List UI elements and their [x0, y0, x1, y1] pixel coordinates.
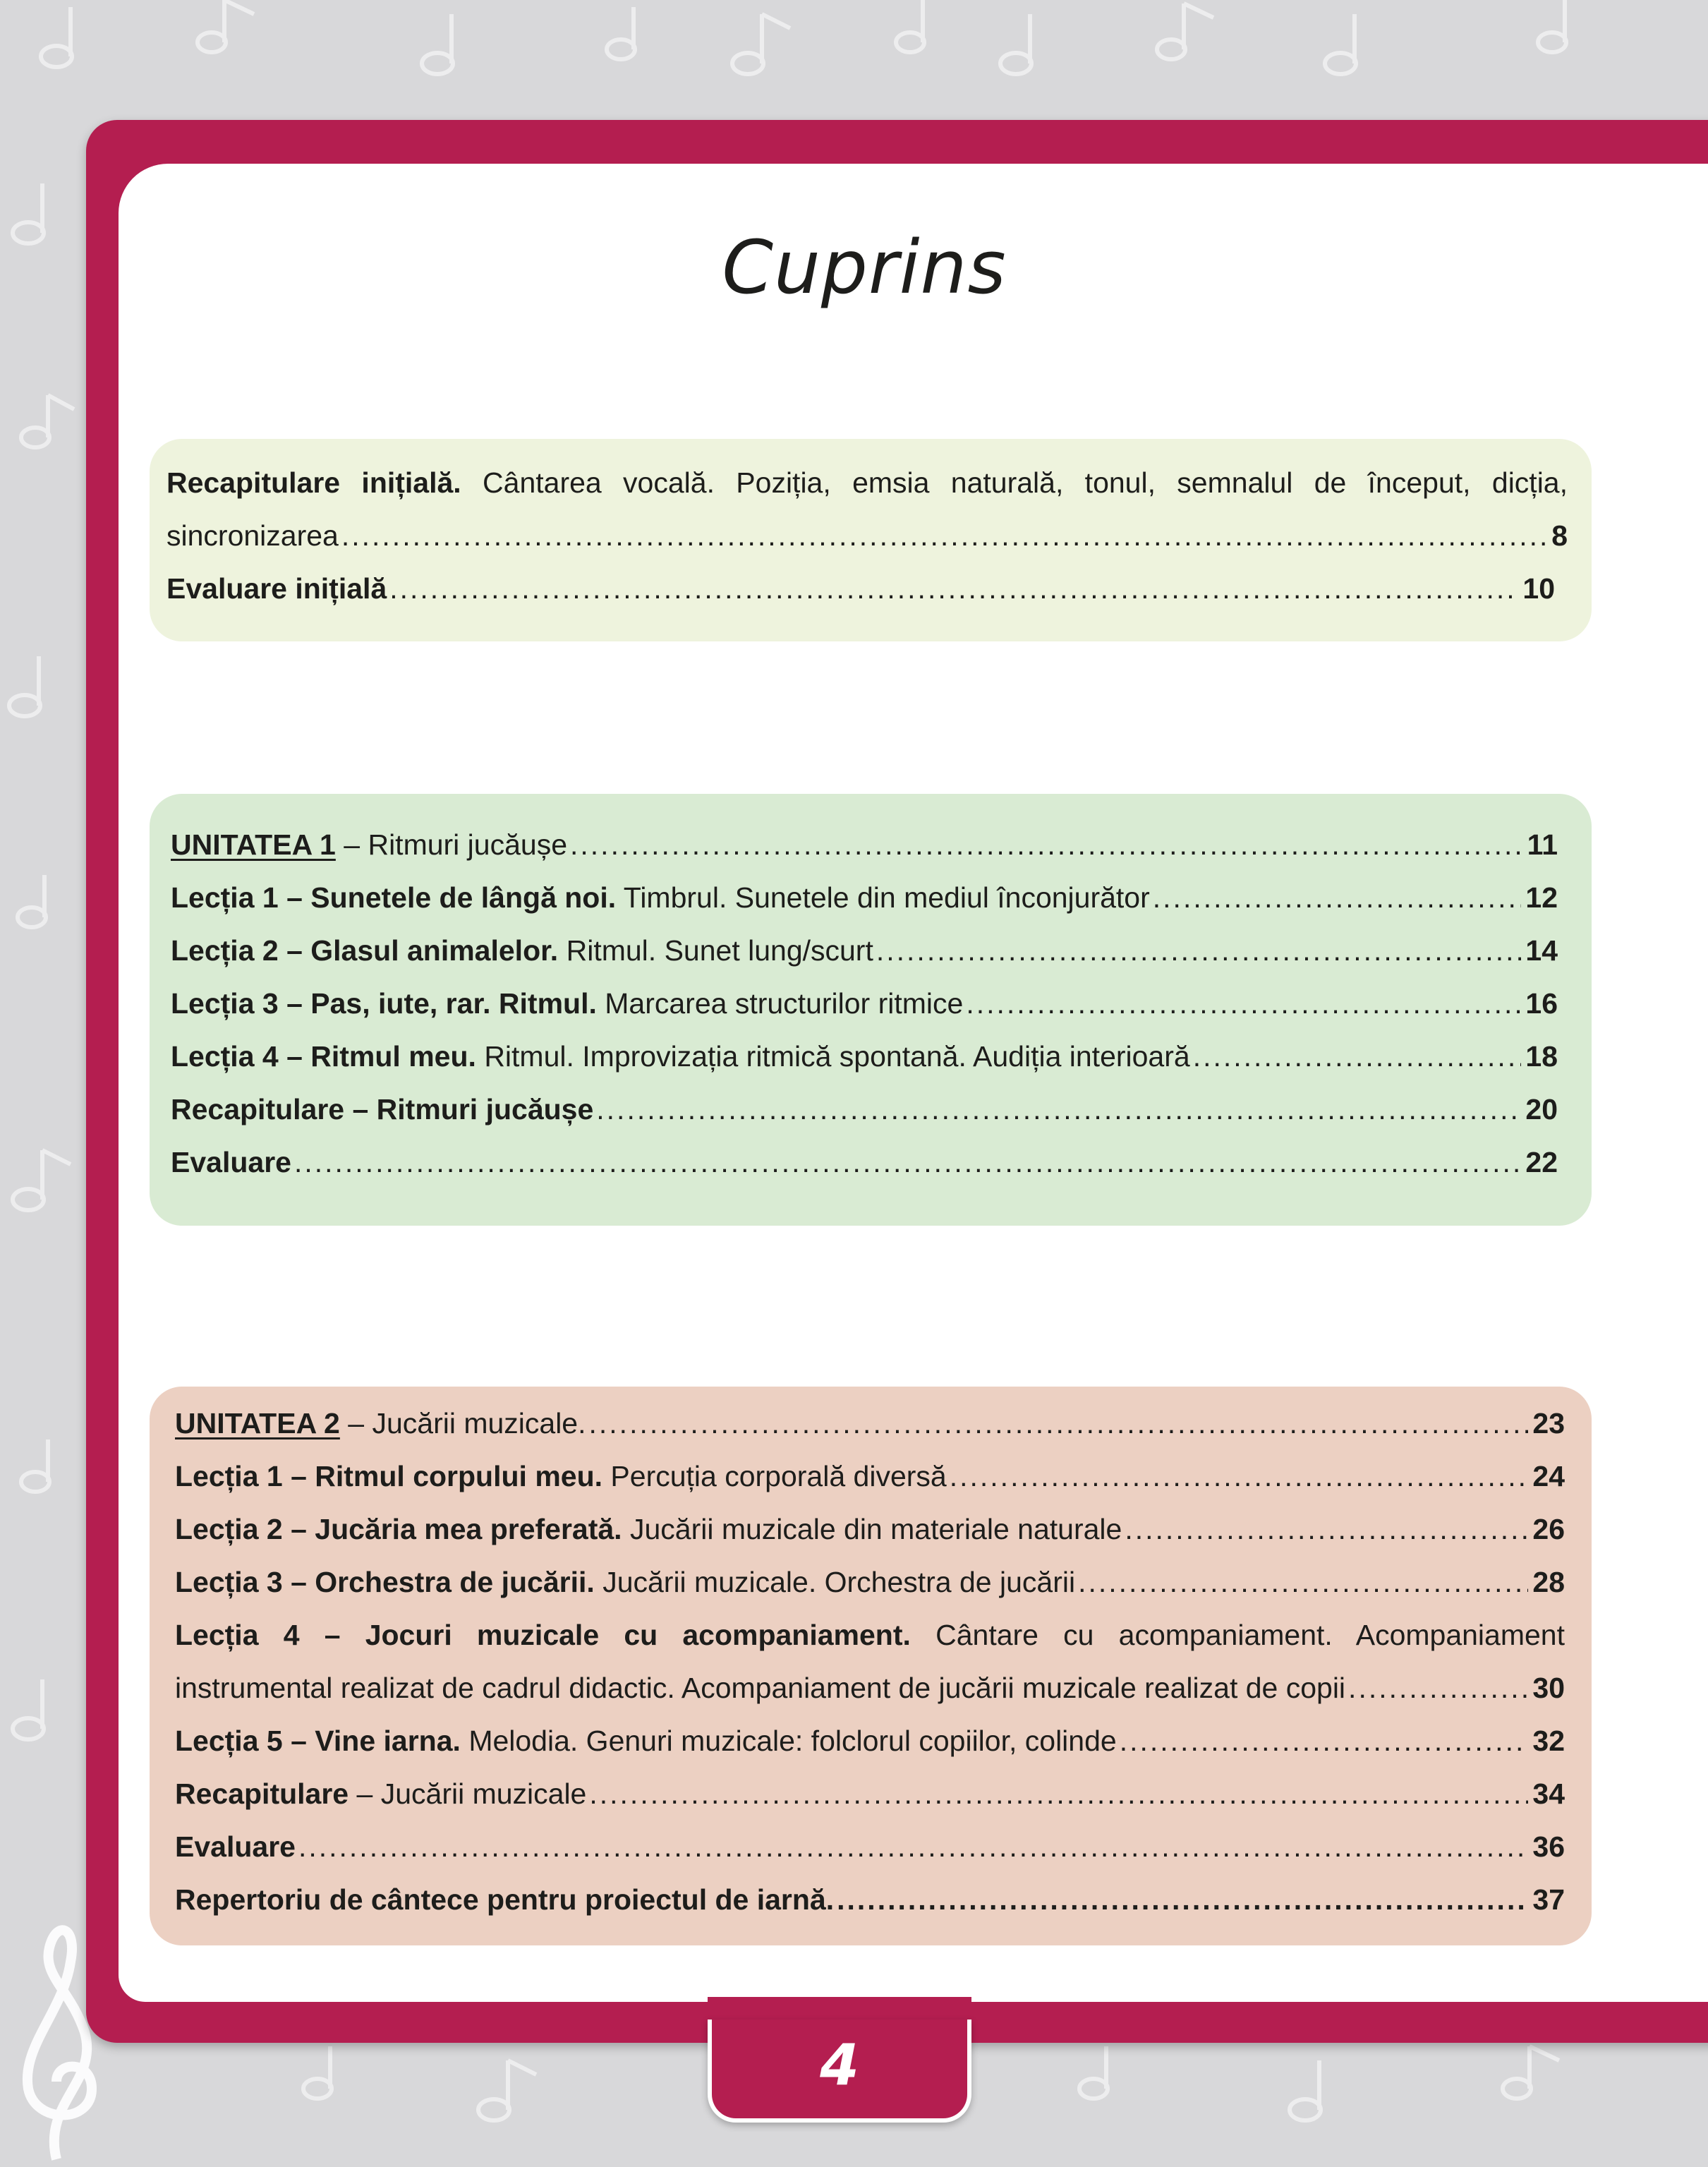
toc-entry-lesson4[interactable]: Lecția 4 – Jocuri muzicale cu acompaniament. Cântare cu acompaniament. Acompaniament: [175, 1619, 1565, 1651]
dot-leader: [966, 977, 1521, 1030]
page-number: 37: [1532, 1883, 1565, 1916]
toc-entry-text: sincronizarea: [166, 519, 339, 552]
music-note-icon: [9, 656, 40, 716]
page-number: 26: [1532, 1513, 1565, 1545]
dot-leader: [837, 1873, 1528, 1926]
page-number: 8: [1551, 519, 1568, 552]
music-note-icon: [607, 7, 635, 59]
page-number: 11: [1527, 828, 1558, 861]
page-number: 36: [1532, 1830, 1565, 1863]
toc-entry-line: [166, 509, 1568, 562]
page-number-label: 4: [820, 2032, 859, 2098]
toc-entry-evaluation[interactable]: Evaluare ..... 36: [175, 1821, 1565, 1873]
page-title: Cuprins: [722, 224, 1007, 310]
dot-leader: [1193, 1030, 1522, 1083]
music-note-icon: [478, 2060, 536, 2120]
page-number: 14: [1525, 934, 1558, 967]
toc-entry-review[interactable]: Recapitulare – Ritmuri jucăușe ..... 20: [171, 1083, 1558, 1136]
toc-entry-initial-evaluation[interactable]: [166, 562, 1555, 615]
toc-entry-line: Recapitulare inițială. Cântarea vocală. Poziția, emsia naturală, tonul, semnalul de început, dicția,: [166, 466, 1568, 499]
dot-leader: [1348, 1662, 1528, 1715]
music-note-icon: [1503, 2046, 1559, 2099]
treble-clef-icon: [28, 1930, 92, 2159]
music-note-icon: [13, 1150, 71, 1210]
music-note-icon: [1538, 0, 1566, 52]
page-number: 34: [1532, 1777, 1565, 1810]
page-number: 24: [1532, 1460, 1565, 1492]
music-note-icon: [896, 0, 924, 52]
dot-leader: [294, 1136, 1521, 1189]
dot-leader: [589, 1768, 1528, 1821]
dot-leader: [298, 1821, 1528, 1873]
page-number: 16: [1525, 987, 1558, 1020]
toc-entry-lesson1[interactable]: Lecția 1 – Ritmul corpului meu. Percuția corporală diversă ..... 24: [175, 1450, 1565, 1503]
music-note-icon: [21, 1439, 49, 1492]
music-note-icon: [1157, 4, 1213, 59]
dot-leader: [341, 509, 1547, 562]
page-number: 22: [1525, 1146, 1558, 1178]
toc-entry-lesson3[interactable]: Lecția 3 – Pas, iute, rar. Ritmul. Marcarea structurilor ritmice ..... 16: [171, 977, 1558, 1030]
unit2-heading[interactable]: UNITATEA 2 – Jucării muzicale. ..... 23: [175, 1397, 1565, 1450]
toc-entry-lesson4-cont[interactable]: instrumental realizat de cadrul didactic. Acompaniament de jucării muzicale realizat de copii ..... 30: [175, 1662, 1565, 1715]
dot-leader: [1120, 1715, 1529, 1768]
music-note-icon: [13, 1679, 44, 1739]
music-note-icon: [422, 14, 453, 74]
dot-leader: [1078, 1556, 1528, 1609]
toc-entry-lesson3[interactable]: Lecția 3 – Orchestra de jucării. Jucării muzicale. Orchestra de jucării ..... 28: [175, 1556, 1565, 1609]
music-note-icon: [303, 2046, 332, 2099]
music-note-icon: [13, 183, 44, 243]
music-note-icon: [1325, 14, 1356, 74]
toc-entry-lesson4[interactable]: Lecția 4 – Ritmul meu. Ritmul. Improvizația ritmică spontană. Audiția interioară ..... 18: [171, 1030, 1558, 1083]
music-note-icon: [1290, 2060, 1321, 2120]
page-number: 10: [1522, 572, 1555, 605]
toc-entry-title: Evaluare inițială: [166, 572, 387, 605]
page-number: 23: [1532, 1407, 1565, 1439]
dot-leader: [570, 819, 1523, 871]
unit2-list: [175, 1397, 1565, 1926]
dot-leader: [950, 1450, 1529, 1503]
page-number: 28: [1532, 1566, 1565, 1598]
dot-leader: [1125, 1503, 1528, 1556]
unit1-heading[interactable]: UNITATEA 1 – Ritmuri jucăușe ..... 11: [171, 819, 1558, 871]
toc-entry-lesson1[interactable]: Lecția 1 – Sunetele de lângă noi. Timbrul. Sunetele din mediul înconjurător ..... 12: [171, 871, 1558, 924]
page-number: 12: [1525, 881, 1558, 914]
music-note-icon: [1079, 2046, 1108, 2099]
toc-entry-repertoire[interactable]: Repertoriu de cântece pentru proiectul de iarnă. ..... 37: [175, 1873, 1565, 1926]
page-number: 18: [1525, 1040, 1558, 1073]
music-note-icon: [21, 395, 74, 447]
toc-entry-lesson2[interactable]: Lecția 2 – Glasul animalelor. Ritmul. Sunet lung/scurt ..... 14: [171, 924, 1558, 977]
toc-entry-evaluation[interactable]: Evaluare ..... 22: [171, 1136, 1558, 1189]
toc-entry-review[interactable]: Recapitulare – Jucării muzicale ..... 34: [175, 1768, 1565, 1821]
page-number: 32: [1532, 1725, 1565, 1757]
dot-leader: [1153, 871, 1522, 924]
music-note-icon: [732, 14, 790, 74]
music-note-icon: [198, 0, 254, 52]
music-note-icon: [1000, 14, 1031, 74]
music-note-icon: [41, 7, 72, 67]
toc-entry-initial-review[interactable]: [166, 457, 1568, 562]
page-number: 30: [1532, 1672, 1565, 1704]
toc-entry-lesson2[interactable]: Lecția 2 – Jucăria mea preferată. Jucării muzicale din materiale naturale ..... 26: [175, 1503, 1565, 1556]
music-note-icon: [18, 875, 46, 927]
dot-leader: [596, 1083, 1521, 1136]
page-number: 20: [1525, 1093, 1558, 1125]
unit1-list: [171, 819, 1558, 1189]
dot-leader: [876, 924, 1522, 977]
dot-leader: [589, 1397, 1529, 1450]
toc-entry-line: [166, 562, 1555, 615]
dot-leader: [389, 562, 1518, 615]
toc-entry-lesson5[interactable]: Lecția 5 – Vine iarna. Melodia. Genuri muzicale: folclorul copiilor, colinde ..... 32: [175, 1715, 1565, 1768]
